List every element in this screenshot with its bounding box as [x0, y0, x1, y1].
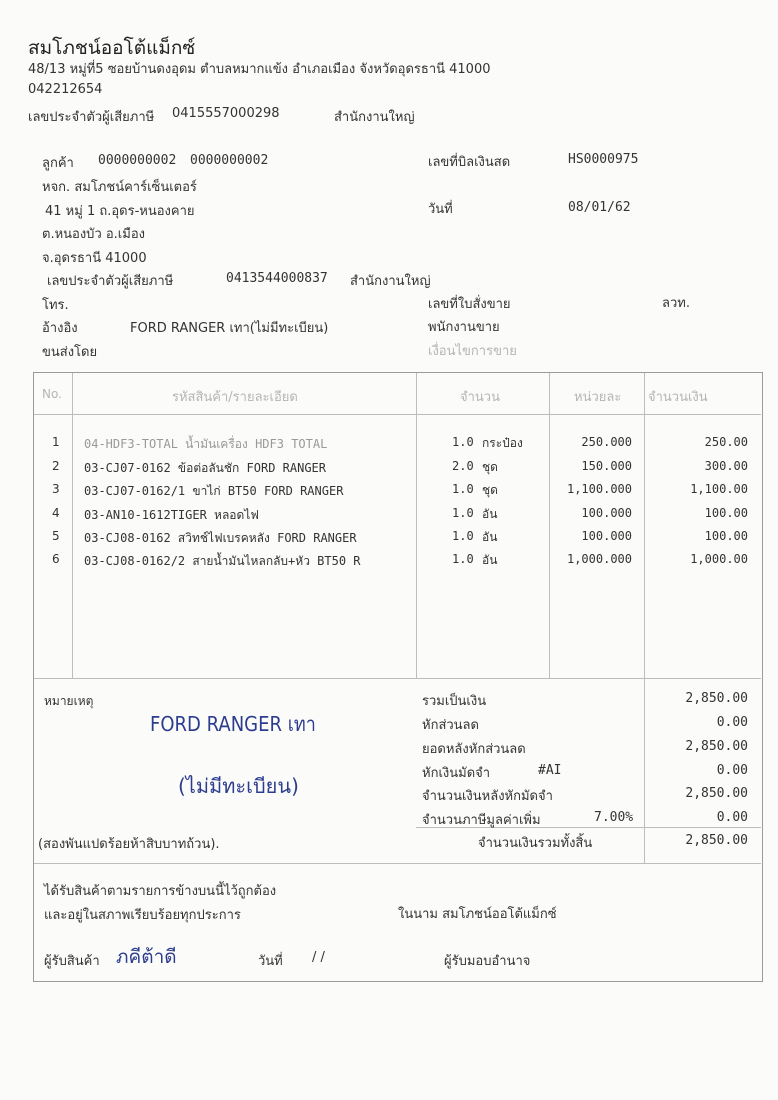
- salesperson-label: พนักงานขาย: [428, 320, 500, 335]
- receiver-signature: ภคีต้าดี: [116, 946, 177, 968]
- row-description: 03-CJ07-0162 ข้อต่อลันชัก FORD RANGER: [84, 461, 326, 475]
- row-unit: ชุด: [482, 460, 498, 474]
- row-amount: 1,100.00: [690, 482, 748, 496]
- after-deposit-value: 2,850.00: [685, 786, 748, 801]
- receiver-label: ผู้รับสินค้า: [44, 954, 100, 969]
- row-unit: กระป๋อง: [482, 436, 523, 450]
- row-quantity: 1.0: [452, 506, 474, 520]
- row-description: 03-CJ08-0162 สวิทช์ไฟเบรคหลัง FORD RANGER: [84, 531, 357, 545]
- customer-address-3: จ.อุดรธานี 41000: [42, 251, 147, 266]
- customer-phone-label: โทร.: [42, 298, 69, 313]
- discount-value: 0.00: [716, 715, 748, 730]
- header-amount: จำนวนเงิน: [648, 390, 708, 405]
- customer-address-2: ต.หนองบัว อ.เมือง: [42, 227, 145, 242]
- bill-number-label: เลขที่บิลเงินสด: [428, 155, 511, 170]
- row-amount: 1,000.00: [690, 552, 748, 566]
- row-amount: 100.00: [704, 529, 748, 543]
- row-number: 2: [52, 459, 60, 473]
- receipt-confirmation-1: ได้รับสินค้าตามรายการข้างบนนี้ไว้ถูกต้อง: [44, 884, 277, 899]
- date-label: วันที่: [428, 202, 453, 217]
- company-tax-id: 0415557000298: [172, 106, 280, 121]
- row-description: 03-CJ07-0162/1 ขาไก่ BT50 FORD RANGER: [84, 484, 344, 498]
- row-number: 4: [52, 506, 60, 520]
- table-body-divider: [34, 678, 761, 679]
- remarks-label: หมายเหตุ: [44, 694, 94, 708]
- summary-divider: [34, 863, 761, 864]
- after-discount-label: ยอดหลังหักส่วนลด: [422, 742, 526, 757]
- footer-date-blank: / /: [312, 950, 325, 965]
- row-unit-price: 1,100.000: [566, 482, 632, 496]
- deposit-code: #AI: [538, 763, 562, 778]
- row-amount: 100.00: [704, 506, 748, 520]
- discount-label: หักส่วนลด: [422, 718, 479, 733]
- row-quantity: 1.0: [452, 435, 474, 449]
- bill-date: 08/01/62: [568, 200, 631, 215]
- company-branch: สำนักงานใหญ่: [334, 110, 415, 125]
- row-unit-price: 100.000: [581, 529, 632, 543]
- header-unit-price: หน่วยละ: [574, 390, 622, 405]
- grand-total-label: จำนวนเงินรวมทั้งสิ้น: [478, 836, 593, 851]
- grand-total-value: 2,850.00: [685, 833, 748, 848]
- row-description: 03-CJ08-0162/2 สายน้ำมันไหลกลับ+หัว BT50 R: [84, 554, 361, 568]
- reference-value: FORD RANGER เทา(ไม่มีทะเบียน): [130, 321, 329, 336]
- footer-date-label: วันที่: [258, 954, 283, 969]
- col-divider-no: [72, 373, 73, 678]
- row-quantity: 2.0: [452, 459, 474, 473]
- subtotal-label: รวมเป็นเงิน: [422, 694, 487, 709]
- company-phone: 042212654: [28, 82, 103, 97]
- header-description: รหัสสินค้า/รายละเอียด: [172, 390, 298, 405]
- vat-rate: 7.00%: [594, 810, 634, 825]
- shipping-label: ขนส่งโดย: [42, 345, 98, 360]
- authorized-signer-label: ผู้รับมอบอำนาจ: [444, 954, 531, 969]
- row-unit-price: 250.000: [581, 435, 632, 449]
- row-number: 6: [52, 552, 60, 566]
- handwritten-note-line-2: (ไม่มีทะเบียน): [178, 774, 299, 798]
- row-unit-price: 1,000.000: [566, 552, 632, 566]
- header-no: No.: [42, 387, 62, 401]
- deposit-label: หักเงินมัดจำ: [422, 766, 491, 781]
- subtotal-value: 2,850.00: [685, 691, 748, 706]
- row-quantity: 1.0: [452, 552, 474, 566]
- customer-code-1: 0000000002: [98, 153, 177, 168]
- company-tax-label: เลขประจำตัวผู้เสียภาษี: [28, 110, 155, 125]
- row-unit: อัน: [482, 553, 498, 567]
- row-description: 03-AN10-1612TIGER หลอดไฟ: [84, 508, 259, 522]
- row-quantity: 1.0: [452, 482, 474, 496]
- row-quantity: 1.0: [452, 529, 474, 543]
- customer-label: ลูกค้า: [42, 156, 74, 171]
- row-unit-price: 100.000: [581, 506, 632, 520]
- on-behalf-of: ในนาม สมโภชน์ออโต้แม็กซ์: [398, 907, 557, 922]
- company-name: สมโภชน์ออโต้แม็กซ์: [28, 37, 196, 59]
- after-deposit-label: จำนวนเงินหลังหักมัดจำ: [422, 789, 553, 804]
- bill-number: HS0000975: [568, 152, 639, 167]
- row-unit: อัน: [482, 530, 498, 544]
- customer-tax-label: เลขประจำตัวผู้เสียภาษี: [47, 274, 174, 289]
- col-divider-desc: [416, 373, 417, 678]
- customer-name: หจก. สมโภชน์คาร์เซ็นเตอร์: [42, 180, 197, 195]
- customer-branch: สำนักงานใหญ่: [350, 274, 431, 289]
- amount-in-words: (สองพันแปดร้อยห้าสิบบาทถ้วน).: [38, 837, 220, 852]
- customer-address-1: 41 หมู่ 1 ถ.อุดร-หนองคาย: [45, 204, 195, 219]
- deposit-value: 0.00: [716, 763, 748, 778]
- row-description: 04-HDF3-TOTAL น้ำมันเครื่อง HDF3 TOTAL: [84, 437, 328, 451]
- handwritten-note-line-1: FORD RANGER เทา: [150, 712, 316, 736]
- row-unit-price: 150.000: [581, 459, 632, 473]
- row-amount: 250.00: [704, 435, 748, 449]
- customer-tax-id: 0413544000837: [226, 271, 328, 286]
- vat-value: 0.00: [716, 810, 748, 825]
- reference-label: อ้างอิง: [42, 321, 78, 336]
- receipt-confirmation-2: และอยู่ในสภาพเรียบร้อยทุกประการ: [44, 908, 241, 923]
- header-quantity: จำนวน: [460, 390, 500, 405]
- row-number: 3: [52, 482, 60, 496]
- sales-terms-label: เงื่อนไขการขาย: [428, 344, 517, 359]
- row-number: 1: [52, 435, 60, 449]
- sales-order-suffix: ลวท.: [662, 296, 690, 311]
- col-divider-qty: [549, 373, 550, 678]
- table-header-divider: [34, 414, 761, 415]
- row-amount: 300.00: [704, 459, 748, 473]
- customer-code-2: 0000000002: [190, 153, 269, 168]
- col-divider-price: [644, 373, 645, 863]
- row-unit: อัน: [482, 507, 498, 521]
- company-address: 48/13 หมู่ที่5 ซอยบ้านดงอุดม ตำบลหมากแข้ง อำเภอเมือง จังหวัดอุดรธานี 41000: [28, 62, 491, 77]
- after-discount-value: 2,850.00: [685, 739, 748, 754]
- row-number: 5: [52, 529, 60, 543]
- sales-order-label: เลขที่ใบสั่งขาย: [428, 297, 511, 312]
- vat-label: จำนวนภาษีมูลค่าเพิ่ม: [422, 813, 541, 828]
- row-unit: ชุด: [482, 483, 498, 497]
